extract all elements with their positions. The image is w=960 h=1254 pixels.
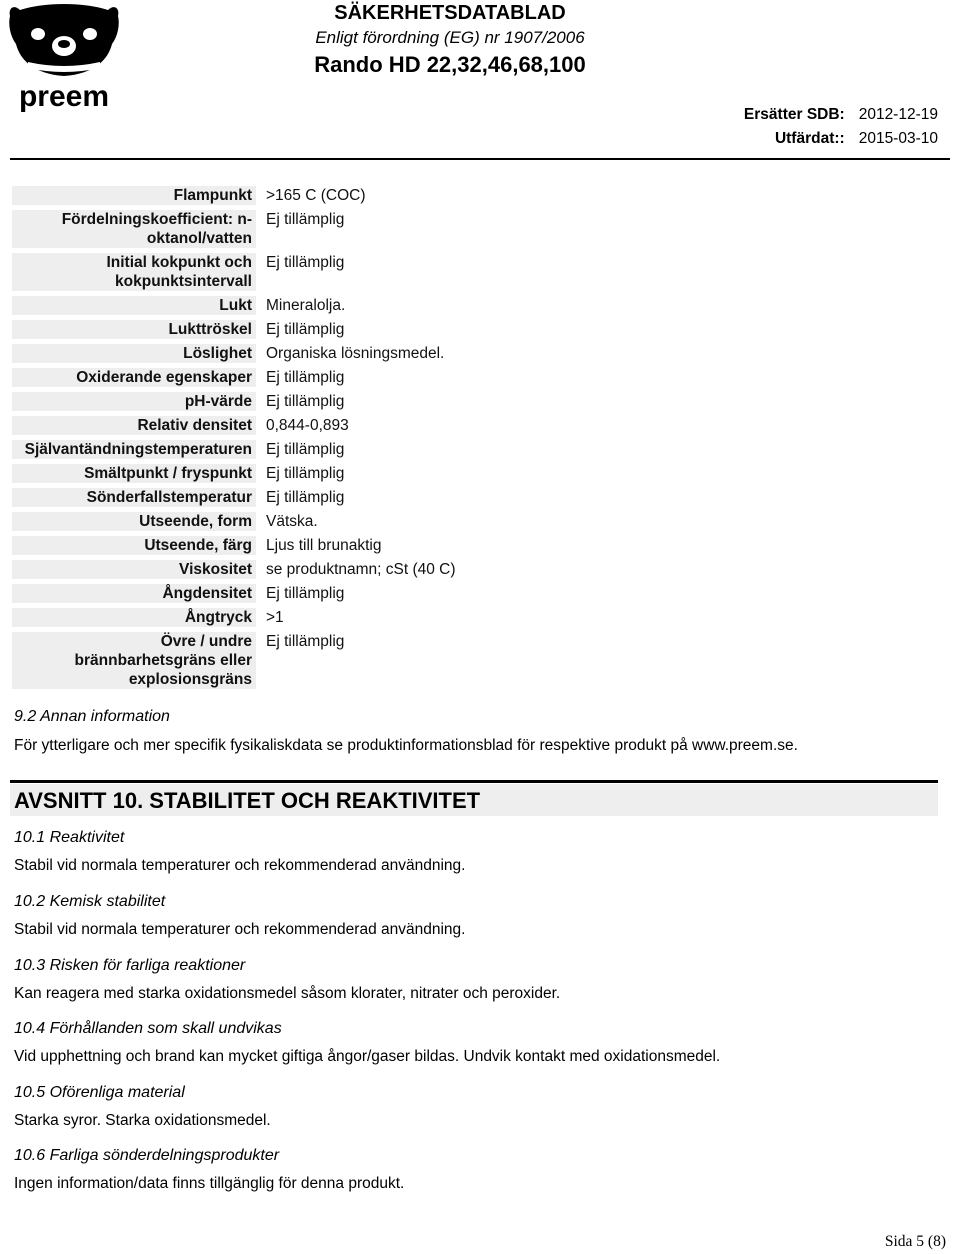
property-label: Sönderfallstemperatur: [12, 488, 256, 507]
logo-wordmark: preem: [18, 80, 110, 113]
subsection-heading: 10.6 Farliga sönderdelningsprodukter: [14, 1147, 280, 1164]
property-label: pH-värde: [12, 392, 256, 411]
property-row: [12, 344, 482, 363]
property-value: Ej tillämplig: [266, 321, 345, 338]
replaces-label: Ersätter SDB:: [743, 106, 845, 123]
other-info-heading: 9.2 Annan information: [14, 708, 170, 725]
property-row: [12, 464, 482, 483]
subsection-heading: 10.2 Kemisk stabilitet: [14, 893, 166, 910]
property-value: Ej tillämplig: [266, 465, 345, 482]
property-row: [12, 560, 482, 579]
property-label: Initial kokpunkt och kokpunktsintervall: [12, 253, 256, 291]
subsection-text: Starka syror. Starka oxidationsmedel.: [14, 1112, 271, 1129]
property-label: Oxiderande egenskaper: [12, 368, 256, 387]
property-label: Ångtryck: [12, 608, 256, 627]
property-row: [12, 584, 482, 603]
property-value: Mineralolja.: [266, 297, 346, 314]
subsection-text: Vid upphettning och brand kan mycket giftiga ångor/gaser bildas. Undvik kontakt med oxidationsmedel.: [14, 1048, 721, 1065]
replaces-row: [744, 106, 938, 124]
subsection-text: Stabil vid normala temperaturer och rekommenderad användning.: [14, 921, 466, 938]
properties-table: [12, 186, 482, 694]
property-row: [12, 536, 482, 555]
property-label: Utseende, färg: [12, 536, 256, 555]
property-value: Vätska.: [266, 513, 318, 530]
property-row: [12, 253, 482, 291]
page-number: Sida 5 (8): [884, 1233, 946, 1250]
property-row: [12, 488, 482, 507]
subsection-heading: 10.5 Oförenliga material: [14, 1084, 185, 1101]
other-info-text: För ytterligare och mer specifik fysikaliskdata se produktinformationsblad för respektive produkt på www.preem.se.: [14, 737, 798, 754]
header-divider: [10, 158, 950, 160]
property-value: Ljus till brunaktig: [266, 537, 382, 554]
property-label: Flampunkt: [12, 186, 256, 205]
issued-row: [775, 130, 938, 148]
property-row: [12, 368, 482, 387]
property-value: Ej tillämplig: [266, 393, 345, 410]
property-row: [12, 186, 482, 205]
property-value: 0,844-0,893: [266, 417, 349, 434]
property-value: Ej tillämplig: [266, 489, 345, 506]
property-label: Självantändningstemperaturen: [12, 440, 256, 459]
property-label: Lukttröskel: [12, 320, 256, 339]
property-label: Utseende, form: [12, 512, 256, 531]
subsection-heading: 10.1 Reaktivitet: [14, 829, 125, 846]
issued-label: Utfärdat::: [774, 130, 845, 147]
property-row: [12, 320, 482, 339]
subsection-text: Kan reagera med starka oxidationsmedel såsom klorater, nitrater och peroxider.: [14, 985, 561, 1002]
property-value: Ej tillämplig: [266, 633, 345, 650]
property-label: Relativ densitet: [12, 416, 256, 435]
property-value: Ej tillämplig: [266, 369, 345, 386]
property-row: [12, 416, 482, 435]
property-value: se produktnamn; cSt (40 C): [266, 561, 456, 578]
subsection-heading: 10.4 Förhållanden som skall undvikas: [14, 1020, 282, 1037]
property-label: Fördelningskoefficient: n-oktanol/vatten: [12, 210, 256, 248]
property-label: Lukt: [12, 296, 256, 315]
document-title: SÄKERHETSDATABLAD: [334, 2, 566, 24]
replaces-date: 2012-12-19: [858, 106, 938, 123]
section-divider: [10, 780, 938, 783]
property-label: Löslighet: [12, 344, 256, 363]
property-row: [12, 632, 482, 689]
property-label: Viskositet: [12, 560, 256, 579]
property-row: [12, 608, 482, 627]
property-row: [12, 296, 482, 315]
subsection-text: Stabil vid normala temperaturer och rekommenderad användning.: [14, 857, 466, 874]
property-row: [12, 392, 482, 411]
section-10-title: AVSNITT 10. STABILITET OCH REAKTIVITET: [10, 784, 938, 816]
property-label: Ångdensitet: [12, 584, 256, 603]
subsection-text: Ingen information/data finns tillgänglig för denna produkt.: [14, 1175, 405, 1192]
preem-logo: [6, 4, 124, 114]
subsection-heading: 10.3 Risken för farliga reaktioner: [14, 957, 246, 974]
property-value: >1: [266, 609, 284, 626]
product-name: Rando HD 22,32,46,68,100: [314, 52, 586, 77]
property-label: Smältpunkt / fryspunkt: [12, 464, 256, 483]
regulation-subtitle: Enligt förordning (EG) nr 1907/2006: [315, 28, 585, 47]
property-value: Ej tillämplig: [266, 441, 345, 458]
property-label: Övre / undre brännbarhetsgräns eller explosionsgräns: [12, 632, 256, 689]
property-value: Ej tillämplig: [266, 211, 345, 228]
issued-date: 2015-03-10: [858, 130, 938, 147]
property-row: [12, 210, 482, 248]
property-value: Ej tillämplig: [266, 585, 345, 602]
property-row: [12, 512, 482, 531]
property-value: Ej tillämplig: [266, 254, 345, 271]
property-value: Organiska lösningsmedel.: [266, 345, 445, 362]
property-value: >165 C (COC): [266, 187, 366, 204]
property-row: [12, 440, 482, 459]
